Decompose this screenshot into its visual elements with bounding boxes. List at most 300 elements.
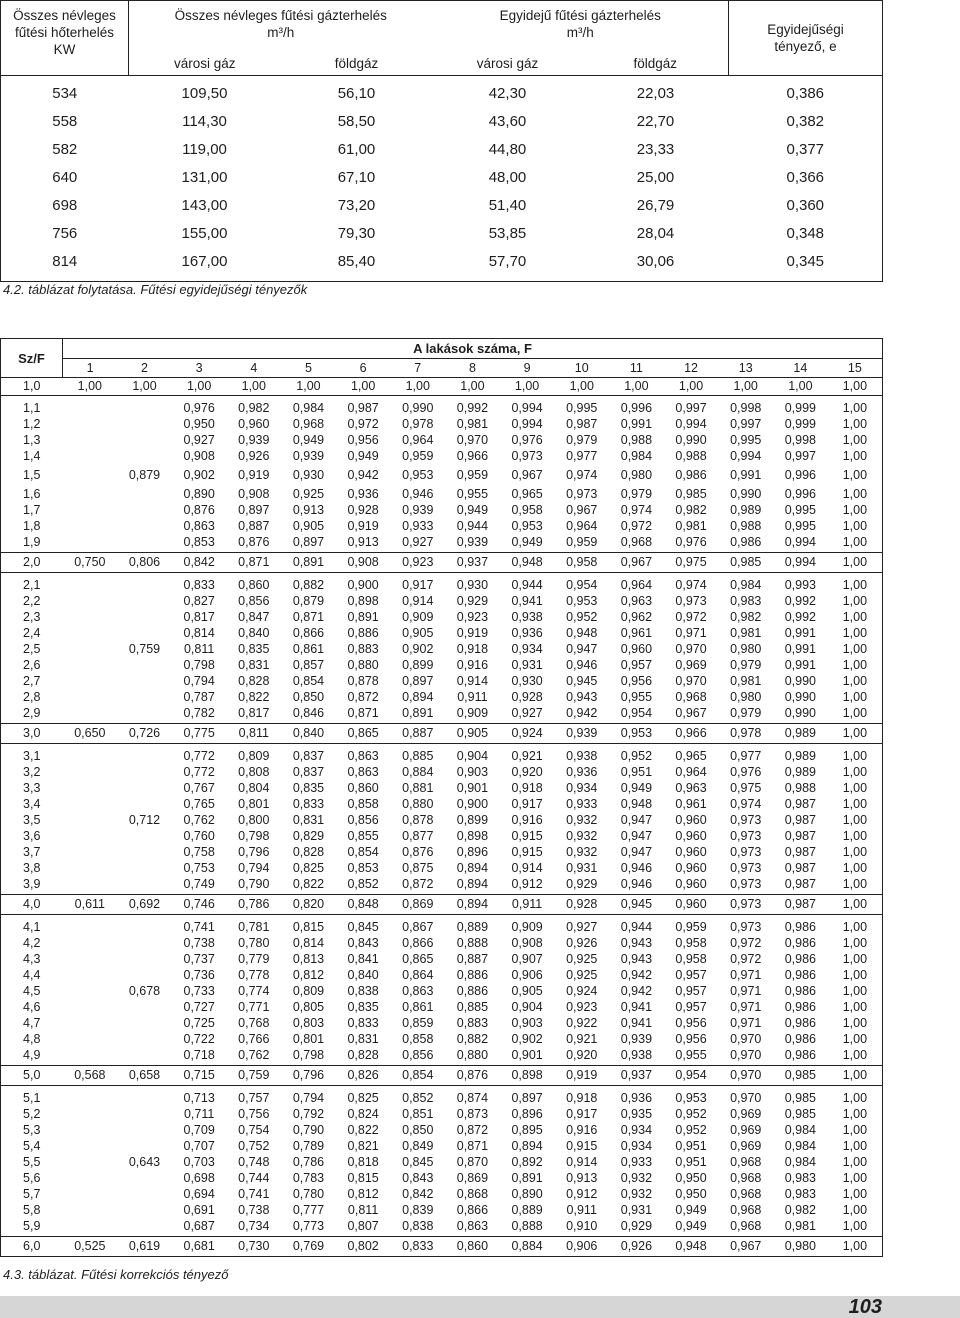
factor-cell: 0,987 — [566, 417, 598, 431]
factor-row — [1, 951, 883, 967]
factor-cell: 1,00 — [842, 1203, 868, 1217]
factor-cell: 0,929 — [566, 877, 598, 891]
factor-cell: 0,970 — [730, 1091, 762, 1105]
factor-cell: 0,876 — [402, 845, 434, 859]
factor-cell: 0,994 — [784, 555, 816, 569]
factor-cell: 0,803 — [292, 1016, 325, 1030]
factor-cell: 0,911 — [511, 897, 543, 911]
factor-cell: 0,970 — [675, 674, 707, 688]
factor-cell: 1,00 — [842, 797, 868, 811]
factor-cell: 1,00 — [842, 535, 868, 549]
factor-cell: 0,988 — [730, 519, 762, 533]
factor-cell: 0,970 — [730, 1032, 762, 1046]
factor-row — [1, 464, 883, 486]
factor-cell: 0,983 — [730, 594, 762, 608]
factor-cell: 0,983 — [784, 1171, 816, 1185]
header-total-gas-load — [129, 1, 433, 52]
factor-cell: 0,984 — [292, 401, 325, 415]
factor-cell: 0,955 — [620, 690, 653, 704]
factor-section — [1, 553, 883, 573]
factor-cell: 0,903 — [511, 1016, 543, 1030]
factor-cell: 0,942 — [566, 706, 598, 720]
factor-cell: 0,939 — [402, 503, 434, 517]
factor-cell: 0,968 — [730, 1171, 762, 1185]
factor-cell: 0,898 — [456, 829, 489, 843]
factor-cell: 0,970 — [730, 1068, 762, 1082]
factor-cell: 1,00 — [842, 1219, 868, 1233]
factor-cell: 0,866 — [292, 626, 325, 640]
header-total-heat-load — [1, 1, 129, 76]
row-label-sz-f: 2,0 — [23, 555, 41, 569]
factor-cell: 0,960 — [675, 861, 707, 875]
top-table-body — [1, 76, 883, 282]
factor-cell: 0,945 — [566, 674, 598, 688]
factor-cell: 0,825 — [347, 1091, 379, 1105]
factor-cell: 0,715 — [183, 1068, 215, 1082]
apartment-count-header: 4 — [226, 359, 281, 378]
row-label-sz-f: 1,1 — [23, 401, 41, 415]
factor-cell: 0,950 — [675, 1187, 707, 1201]
row-label-sz-f: 3,2 — [23, 765, 41, 779]
factor-cell — [117, 625, 172, 641]
factor-cell: 0,894 — [402, 690, 434, 704]
factor-cell: 0,947 — [620, 813, 653, 827]
factor-cell: 0,890 — [511, 1187, 543, 1201]
factor-cell: 0,643 — [128, 1155, 161, 1169]
apartment-count-header: 5 — [281, 359, 336, 378]
factor-cell: 0,889 — [511, 1203, 543, 1217]
factor-cell: 0,709 — [183, 1123, 215, 1137]
simultaneous-gas-natural-cell: 30,06 — [636, 253, 675, 270]
factor-cell: 0,986 — [784, 952, 816, 966]
factor-cell: 0,968 — [730, 1219, 762, 1233]
factor-cell: 0,932 — [566, 813, 598, 827]
factor-cell: 0,912 — [566, 1187, 598, 1201]
factor-cell: 0,727 — [183, 1000, 215, 1014]
factor-cell: 0,987 — [347, 401, 379, 415]
factor-cell: 0,815 — [347, 1171, 379, 1185]
factor-cell: 1,00 — [842, 555, 868, 569]
factor-cell: 0,991 — [784, 626, 816, 640]
factor-cell: 0,925 — [566, 952, 598, 966]
factor-cell — [63, 502, 118, 518]
factor-cell: 0,876 — [238, 535, 270, 549]
factor-cell: 0,986 — [675, 468, 707, 482]
heat-load-kw-cell: 698 — [52, 197, 78, 214]
factor-cell: 0,994 — [511, 417, 543, 431]
factor-cell: 0,967 — [730, 1239, 762, 1253]
factor-cell: 0,999 — [784, 401, 816, 415]
factor-cell: 0,987 — [784, 829, 816, 843]
factor-cell: 1,00 — [842, 594, 868, 608]
factor-cell: 0,885 — [456, 1000, 489, 1014]
row-label-sz-f: 3,6 — [23, 829, 41, 843]
factor-cell — [117, 1186, 172, 1202]
factor-cell: 1,00 — [842, 781, 868, 795]
subheader-city-gas: városi gáz — [433, 51, 583, 76]
factor-cell — [117, 502, 172, 518]
factor-cell: 0,959 — [456, 468, 489, 482]
factor-row — [1, 416, 883, 432]
factor-cell: 0,964 — [675, 765, 707, 779]
factor-cell: 1,00 — [624, 379, 649, 393]
heat-load-kw-cell: 814 — [52, 253, 78, 270]
factor-cell: 0,863 — [347, 765, 379, 779]
factor-cell: 0,916 — [511, 813, 543, 827]
factor-cell: 0,808 — [238, 765, 270, 779]
factor-row — [1, 764, 883, 780]
factor-cell: 0,773 — [292, 1219, 325, 1233]
factor-cell: 0,978 — [730, 726, 762, 740]
factor-cell: 0,886 — [456, 984, 489, 998]
simultaneous-gas-natural-cell: 22,03 — [636, 85, 675, 102]
factor-cell: 0,815 — [292, 920, 325, 934]
factor-cell: 0,744 — [238, 1171, 270, 1185]
total-gas-natural-cell: 58,50 — [337, 113, 376, 130]
factor-cell: 0,967 — [620, 555, 653, 569]
row-label-sz-f: 5,0 — [23, 1068, 41, 1082]
factor-cell: 0,972 — [675, 610, 707, 624]
factor-section — [1, 1086, 883, 1237]
factor-cell: 0,917 — [511, 797, 543, 811]
simultaneity-factor-table — [0, 338, 883, 1257]
factor-cell: 0,850 — [402, 1123, 434, 1137]
factor-cell: 1,00 — [842, 765, 868, 779]
factor-cell: 0,987 — [784, 897, 816, 911]
factor-cell: 1,00 — [842, 1239, 868, 1253]
row-label-sz-f: 3,4 — [23, 797, 41, 811]
factor-cell: 0,867 — [402, 920, 434, 934]
factor-cell: 0,973 — [675, 594, 707, 608]
factor-row — [1, 432, 883, 448]
factor-cell: 0,840 — [292, 726, 325, 740]
factor-cell: 0,811 — [183, 642, 215, 656]
factor-cell: 0,930 — [511, 674, 543, 688]
factor-cell: 0,681 — [183, 1239, 215, 1253]
factor-cell: 0,837 — [292, 765, 325, 779]
factor-cell — [63, 396, 118, 417]
factor-cell: 0,860 — [347, 781, 379, 795]
factor-cell: 1,00 — [678, 379, 704, 393]
factor-cell: 0,746 — [183, 897, 215, 911]
row-label-sz-f: 5,4 — [23, 1139, 41, 1153]
factor-row — [1, 448, 883, 464]
factor-cell: 0,973 — [511, 449, 543, 463]
factor-cell: 0,986 — [784, 1032, 816, 1046]
heat-load-kw-cell: 558 — [52, 113, 78, 130]
factor-cell: 0,909 — [456, 706, 489, 720]
factor-cell: 0,887 — [238, 519, 270, 533]
factor-cell: 0,953 — [566, 594, 598, 608]
factor-row — [1, 1218, 883, 1237]
factor-cell: 0,901 — [456, 781, 489, 795]
row-label-sz-f: 4,8 — [23, 1032, 41, 1046]
factor-cell: 0,908 — [347, 555, 379, 569]
page-number: 103 — [848, 1296, 882, 1318]
factor-section — [1, 724, 883, 744]
factor-cell: 0,951 — [620, 765, 653, 779]
factor-cell: 0,998 — [784, 433, 816, 447]
factor-cell: 0,952 — [675, 1123, 707, 1137]
heating-gas-load-table — [0, 0, 883, 282]
factor-cell: 0,926 — [238, 449, 270, 463]
factor-cell: 0,980 — [784, 1239, 816, 1253]
factor-cell: 0,894 — [456, 897, 489, 911]
row-label-sz-f: 5,1 — [23, 1091, 41, 1105]
factor-cell: 0,994 — [675, 417, 707, 431]
factor-cell: 0,895 — [511, 1123, 543, 1137]
factor-cell — [117, 967, 172, 983]
factor-cell: 0,987 — [784, 845, 816, 859]
factor-cell: 0,831 — [292, 813, 325, 827]
factor-cell: 0,798 — [183, 658, 215, 672]
factor-cell — [63, 744, 118, 765]
bottom-header-row — [1, 339, 883, 359]
factor-cell: 0,812 — [347, 1187, 379, 1201]
factor-cell — [63, 432, 118, 448]
factor-cell: 1,00 — [514, 379, 540, 393]
factor-cell: 0,905 — [456, 726, 489, 740]
factor-cell: 0,871 — [292, 610, 325, 624]
factor-cell: 0,860 — [456, 1239, 489, 1253]
total-gas-city-cell: 143,00 — [181, 197, 228, 214]
factor-cell: 0,954 — [566, 578, 598, 592]
factor-cell: 0,952 — [566, 610, 598, 624]
factor-cell: 0,979 — [730, 706, 762, 720]
factor-cell: 0,964 — [566, 519, 598, 533]
factor-cell: 0,921 — [566, 1032, 598, 1046]
factor-cell: 0,934 — [511, 642, 543, 656]
factor-cell: 0,888 — [456, 936, 489, 950]
factor-cell — [63, 780, 118, 796]
factor-cell: 0,967 — [675, 706, 707, 720]
factor-cell: 0,824 — [347, 1107, 379, 1121]
factor-cell: 0,856 — [402, 1048, 434, 1062]
factor-cell: 0,758 — [183, 845, 215, 859]
factor-cell: 0,982 — [784, 1203, 816, 1217]
factor-cell: 0,969 — [675, 658, 707, 672]
factor-section — [1, 1237, 883, 1257]
factor-cell: 0,733 — [183, 984, 215, 998]
row-label-sz-f: 4,1 — [23, 920, 41, 934]
factor-cell: 0,918 — [456, 642, 489, 656]
factor-cell: 0,918 — [511, 781, 543, 795]
factor-cell: 0,738 — [183, 936, 215, 950]
factor-cell: 0,772 — [183, 749, 215, 763]
factor-cell: 0,974 — [620, 503, 653, 517]
factor-cell: 0,890 — [183, 487, 215, 501]
factor-row — [1, 518, 883, 534]
factor-cell: 0,990 — [784, 706, 816, 720]
factor-cell: 0,920 — [511, 765, 543, 779]
factor-cell: 0,777 — [292, 1203, 325, 1217]
factor-cell: 0,833 — [183, 578, 215, 592]
factor-cell: 0,852 — [402, 1091, 434, 1105]
factor-cell: 0,978 — [402, 417, 434, 431]
row-label-sz-f: 5,2 — [23, 1107, 41, 1121]
factor-cell: 0,831 — [347, 1032, 379, 1046]
factor-cell: 0,711 — [183, 1107, 215, 1121]
total-gas-natural-cell: 56,10 — [337, 85, 376, 102]
factor-cell: 0,981 — [730, 626, 762, 640]
factor-cell: 0,987 — [784, 877, 816, 891]
row-label-sz-f: 2,2 — [23, 594, 41, 608]
factor-cell: 0,914 — [566, 1155, 598, 1169]
factor-cell: 0,811 — [347, 1203, 379, 1217]
factor-cell: 0,943 — [620, 952, 653, 966]
row-label-sz-f: 2,3 — [23, 610, 41, 624]
factor-cell: 0,839 — [402, 1203, 434, 1217]
factor-cell: 0,902 — [511, 1032, 543, 1046]
factor-cell: 0,902 — [402, 642, 434, 656]
factor-cell: 0,980 — [620, 468, 653, 482]
subheader-city-gas: városi gáz — [129, 51, 281, 76]
factor-cell: 0,949 — [292, 433, 325, 447]
factor-cell: 0,694 — [183, 1187, 215, 1201]
factor-cell: 1,00 — [296, 379, 321, 393]
factor-cell — [117, 876, 172, 895]
factor-cell: 1,00 — [842, 449, 868, 463]
factor-cell: 0,786 — [238, 897, 270, 911]
factor-cell: 0,966 — [456, 449, 489, 463]
factor-cell: 0,794 — [183, 674, 215, 688]
factor-cell: 0,969 — [730, 1107, 762, 1121]
factor-cell: 1,00 — [842, 984, 868, 998]
factor-cell: 0,868 — [456, 1187, 489, 1201]
factor-cell: 0,957 — [675, 968, 707, 982]
factor-cell: 0,932 — [566, 829, 598, 843]
factor-cell: 0,873 — [456, 1107, 489, 1121]
factor-cell — [63, 1106, 118, 1122]
top-table-row — [1, 248, 883, 282]
factor-cell: 1,00 — [842, 936, 868, 950]
simultaneous-gas-city-cell: 53,85 — [488, 225, 527, 242]
factor-cell: 0,928 — [347, 503, 379, 517]
factor-cell: 0,934 — [620, 1123, 653, 1137]
factor-cell — [117, 844, 172, 860]
factor-cell: 0,802 — [347, 1239, 379, 1253]
factor-cell: 0,748 — [238, 1155, 270, 1169]
factor-cell: 0,926 — [566, 936, 598, 950]
factor-cell — [117, 593, 172, 609]
simultaneity-factor-cell: 0,386 — [786, 85, 825, 102]
factor-cell: 0,885 — [402, 749, 434, 763]
factor-cell: 0,857 — [292, 658, 325, 672]
factor-cell: 0,866 — [402, 936, 434, 950]
factor-cell — [63, 860, 118, 876]
factor-section — [1, 396, 883, 553]
factor-cell — [63, 416, 118, 432]
factor-cell — [117, 1218, 172, 1237]
factor-cell: 0,930 — [456, 578, 489, 592]
factor-cell: 0,771 — [238, 1000, 270, 1014]
factor-cell: 0,884 — [402, 765, 434, 779]
factor-row — [1, 553, 883, 573]
factor-cell: 0,914 — [402, 594, 434, 608]
header-simultaneous-gas-load — [433, 1, 729, 52]
header-line: fűtési hőterhelés — [14, 25, 115, 40]
factor-cell: 0,767 — [183, 781, 215, 795]
factor-cell: 0,994 — [511, 401, 543, 415]
row-label-sz-f: 4,9 — [23, 1048, 41, 1062]
factor-cell: 0,986 — [784, 1048, 816, 1062]
factor-row — [1, 502, 883, 518]
row-label-sz-f: 3,8 — [23, 861, 41, 875]
factor-cell: 0,979 — [566, 433, 598, 447]
factor-cell: 0,707 — [183, 1139, 215, 1153]
factor-cell: 0,977 — [730, 749, 762, 763]
factor-cell: 0,812 — [292, 968, 325, 982]
factor-cell: 0,984 — [730, 578, 762, 592]
factor-cell: 0,786 — [292, 1155, 325, 1169]
factor-row — [1, 744, 883, 765]
total-gas-city-cell: 167,00 — [181, 253, 228, 270]
factor-cell: 0,936 — [511, 626, 543, 640]
factor-cell — [117, 1202, 172, 1218]
factor-cell: 0,865 — [347, 726, 379, 740]
factor-cell: 0,900 — [347, 578, 379, 592]
factor-cell: 1,00 — [842, 1107, 868, 1121]
factor-cell: 0,979 — [620, 487, 653, 501]
factor-cell: 0,838 — [402, 1219, 434, 1233]
row-label-sz-f: 4,2 — [23, 936, 41, 950]
factor-cell: 0,937 — [620, 1068, 653, 1082]
factor-section — [1, 895, 883, 915]
factor-cell: 0,847 — [238, 610, 270, 624]
factor-cell: 1,00 — [842, 877, 868, 891]
factor-cell: 0,989 — [784, 726, 816, 740]
factor-cell — [117, 486, 172, 502]
header-line: Egyidejűségi — [767, 22, 844, 37]
factor-cell: 0,956 — [675, 1016, 707, 1030]
factor-cell: 0,972 — [620, 519, 653, 533]
simultaneity-factor-cell: 0,345 — [786, 253, 825, 270]
factor-cell: 1,00 — [842, 610, 868, 624]
factor-cell: 0,994 — [784, 535, 816, 549]
factor-cell: 1,00 — [842, 433, 868, 447]
factor-cell: 0,916 — [566, 1123, 598, 1137]
factor-cell: 0,981 — [675, 519, 707, 533]
factor-cell: 0,982 — [730, 610, 762, 624]
factor-cell: 0,949 — [347, 449, 379, 463]
factor-cell: 0,897 — [402, 674, 434, 688]
factor-cell: 0,932 — [620, 1187, 653, 1201]
header-line: Egyidejű fűtési gázterhelés — [499, 8, 661, 23]
factor-cell: 0,958 — [675, 952, 707, 966]
factor-cell: 0,923 — [566, 1000, 598, 1014]
factor-cell: 0,829 — [292, 829, 325, 843]
factor-row — [1, 780, 883, 796]
factor-row — [1, 983, 883, 999]
factor-cell: 0,796 — [238, 845, 270, 859]
row-label-sz-f: 1,7 — [23, 503, 41, 517]
factor-cell: 0,780 — [292, 1187, 325, 1201]
factor-cell: 0,962 — [620, 610, 653, 624]
factor-cell: 0,965 — [511, 487, 543, 501]
factor-cell: 0,900 — [456, 797, 489, 811]
factor-cell: 1,00 — [842, 1187, 868, 1201]
row-label-sz-f: 3,0 — [23, 726, 41, 740]
simultaneous-gas-natural-cell: 26,79 — [636, 197, 675, 214]
factor-cell: 0,894 — [511, 1139, 543, 1153]
factor-cell: 0,886 — [347, 626, 379, 640]
factor-cell: 0,909 — [402, 610, 434, 624]
top-table-row — [1, 76, 883, 109]
factor-cell: 0,884 — [511, 1239, 543, 1253]
factor-cell: 0,990 — [402, 401, 434, 415]
factor-cell: 0,894 — [456, 861, 489, 875]
factor-cell: 1,00 — [842, 920, 868, 934]
